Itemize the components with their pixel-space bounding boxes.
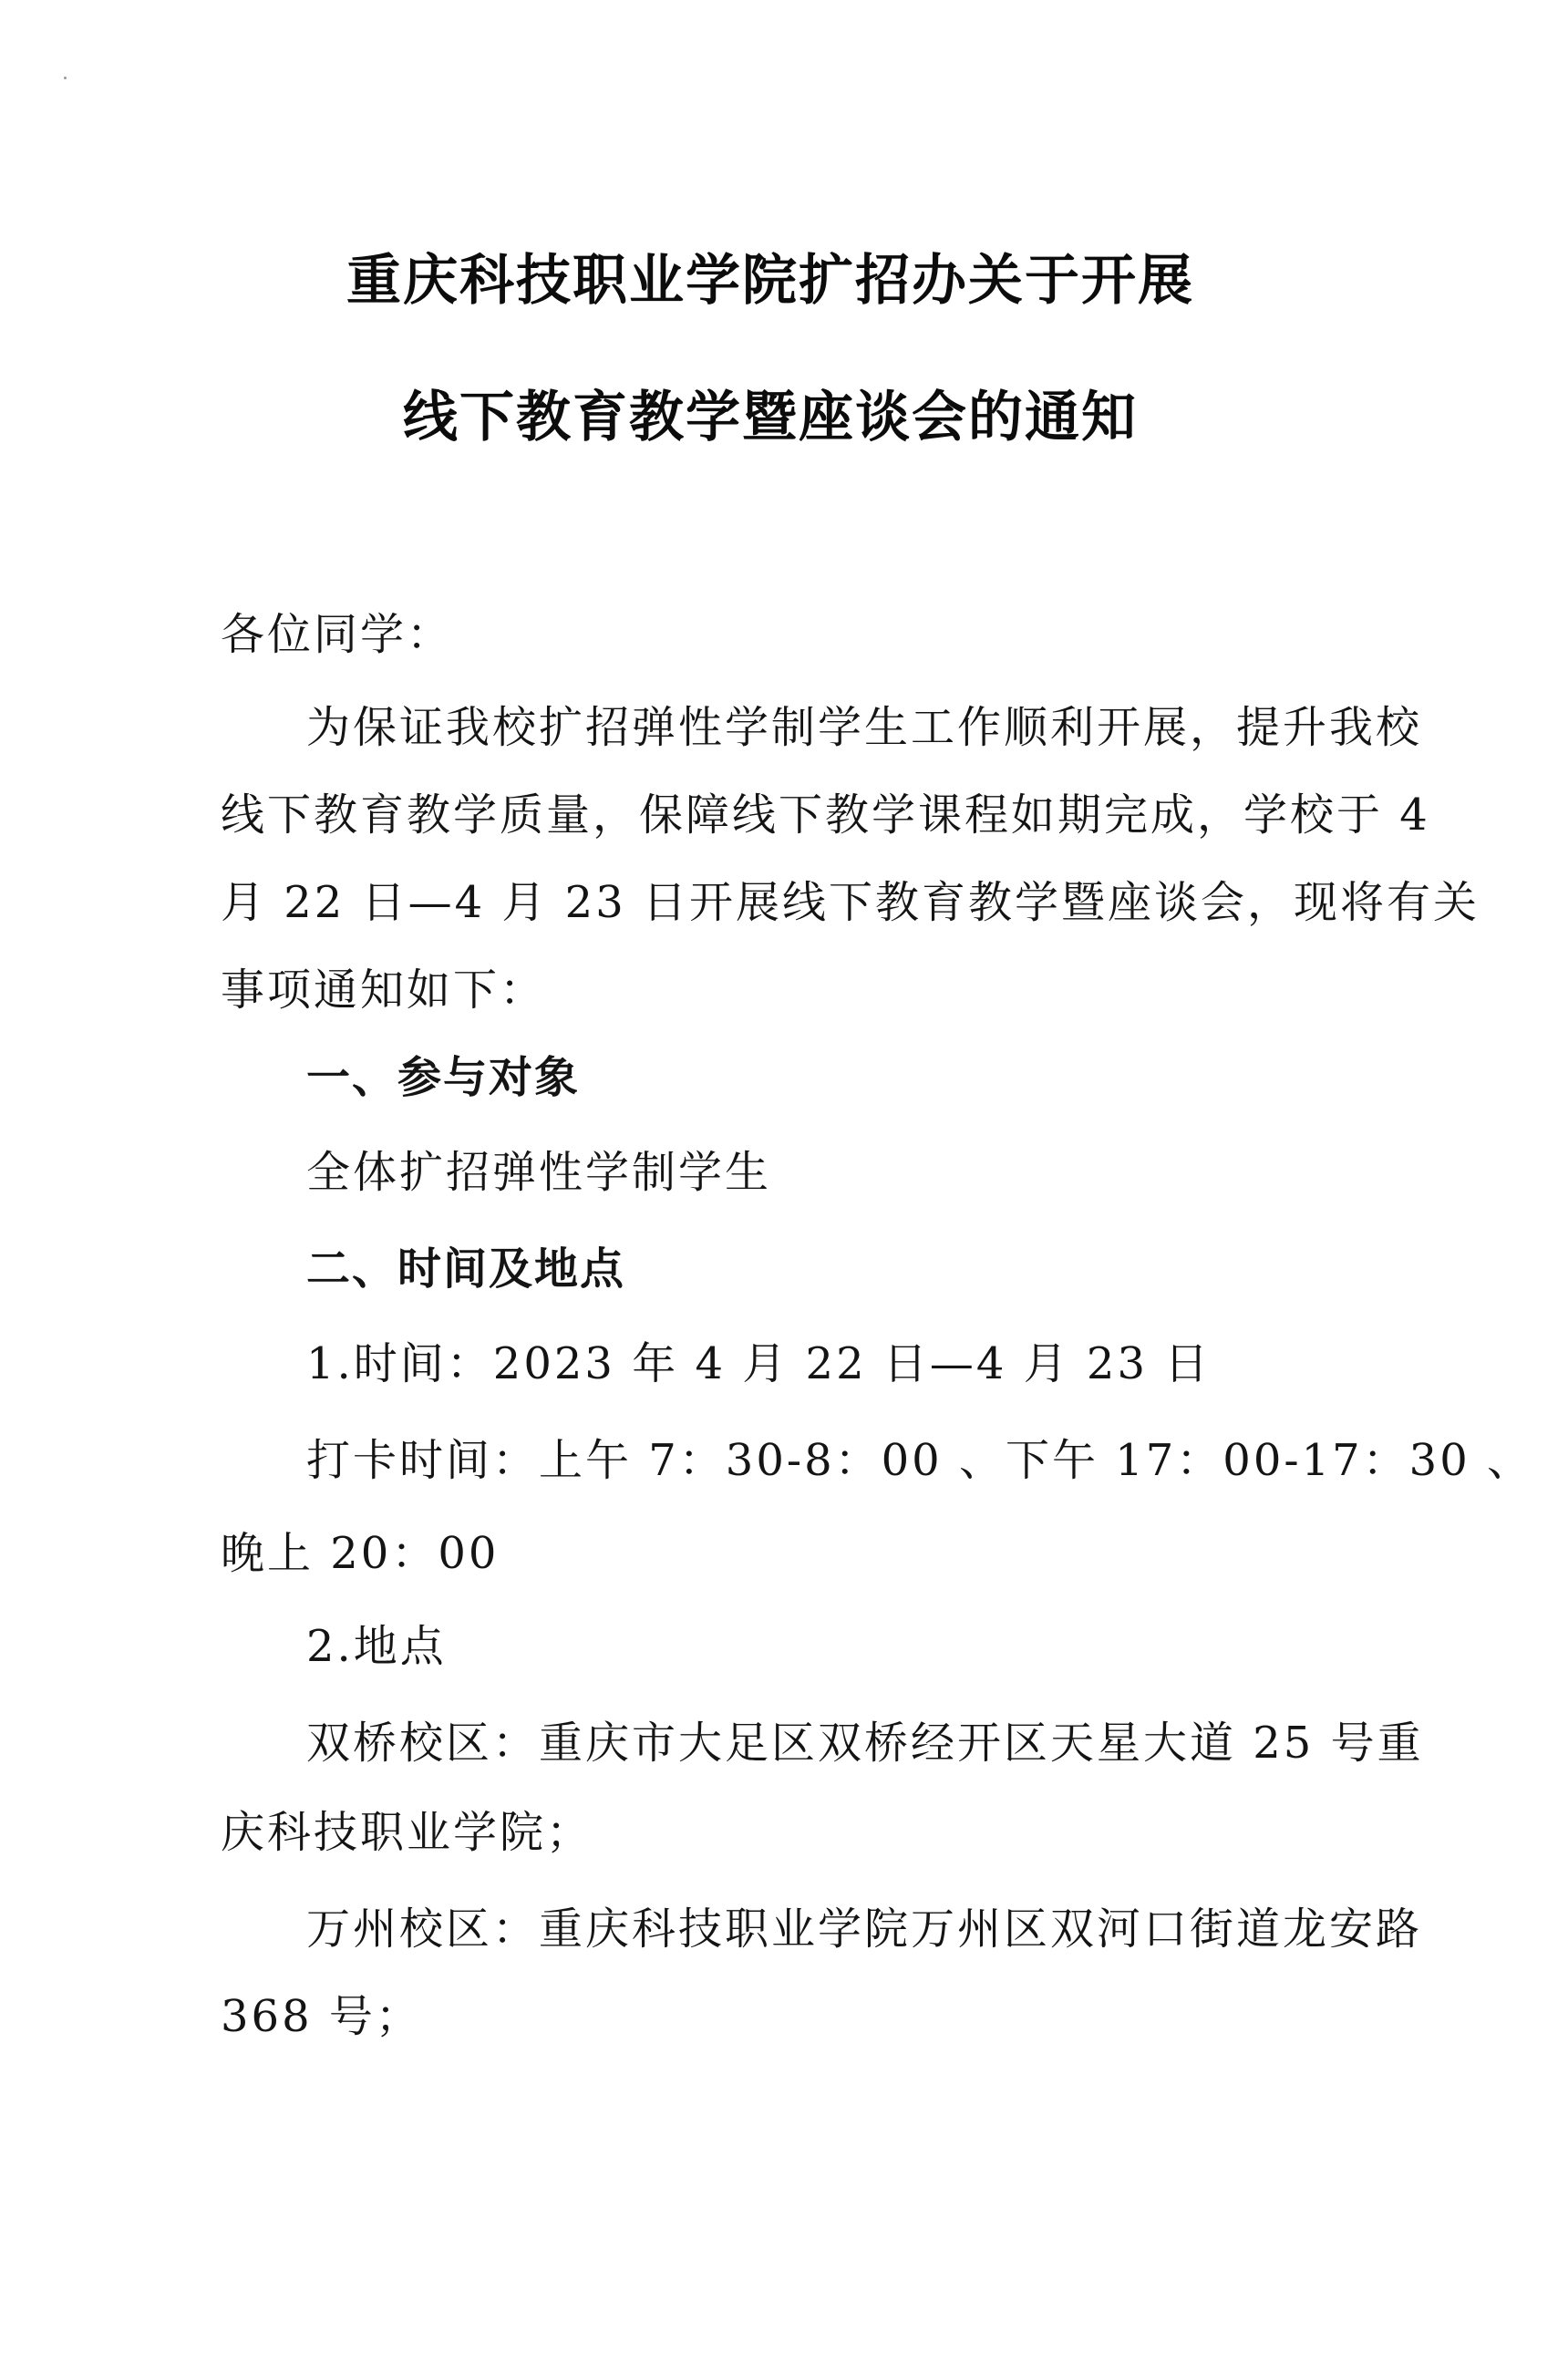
shuangqiao-campus-line: 庆科技职业学院； xyxy=(221,1807,593,1858)
section-heading-time-location: 二、时间及地点 xyxy=(306,1243,626,1295)
intro-paragraph-line: 为保证我校扩招弹性学制学生工作顺利开展，提升我校 xyxy=(306,702,1423,753)
checkin-time-line: 晚上 20：00 xyxy=(221,1528,500,1579)
intro-paragraph-line: 月 22 日—4 月 23 日开展线下教育教学暨座谈会，现将有关 xyxy=(221,877,1480,928)
location-label: 2.地点 xyxy=(306,1621,447,1672)
intro-paragraph-line: 事项通知如下： xyxy=(221,965,547,1016)
intro-paragraph-line: 线下教育教学质量，保障线下教学课程如期完成，学校于 4 xyxy=(221,789,1430,841)
section-heading-participants: 一、参与对象 xyxy=(306,1052,581,1103)
checkin-time-line: 打卡时间：上午 7：30-8：00 、下午 17：00-17：30 、 xyxy=(306,1435,1534,1486)
participants-text: 全体扩招弹性学制学生 xyxy=(306,1147,772,1198)
shuangqiao-campus-line: 双桥校区：重庆市大足区双桥经开区天星大道 25 号重 xyxy=(306,1718,1424,1769)
document-title-line-2: 线下教育教学暨座谈会的通知 xyxy=(403,386,1138,449)
greeting: 各位同学： xyxy=(221,609,454,660)
time-line: 1.时间：2023 年 4 月 22 日—4 月 23 日 xyxy=(306,1338,1212,1389)
scan-speck xyxy=(64,77,67,79)
wanzhou-campus-line: 368 号； xyxy=(221,1991,422,2042)
wanzhou-campus-line: 万州校区：重庆科技职业学院万州区双河口街道龙安路 xyxy=(306,1904,1423,1955)
document-title-line-1: 重庆科技职业学院扩招办关于开展 xyxy=(346,249,1194,313)
